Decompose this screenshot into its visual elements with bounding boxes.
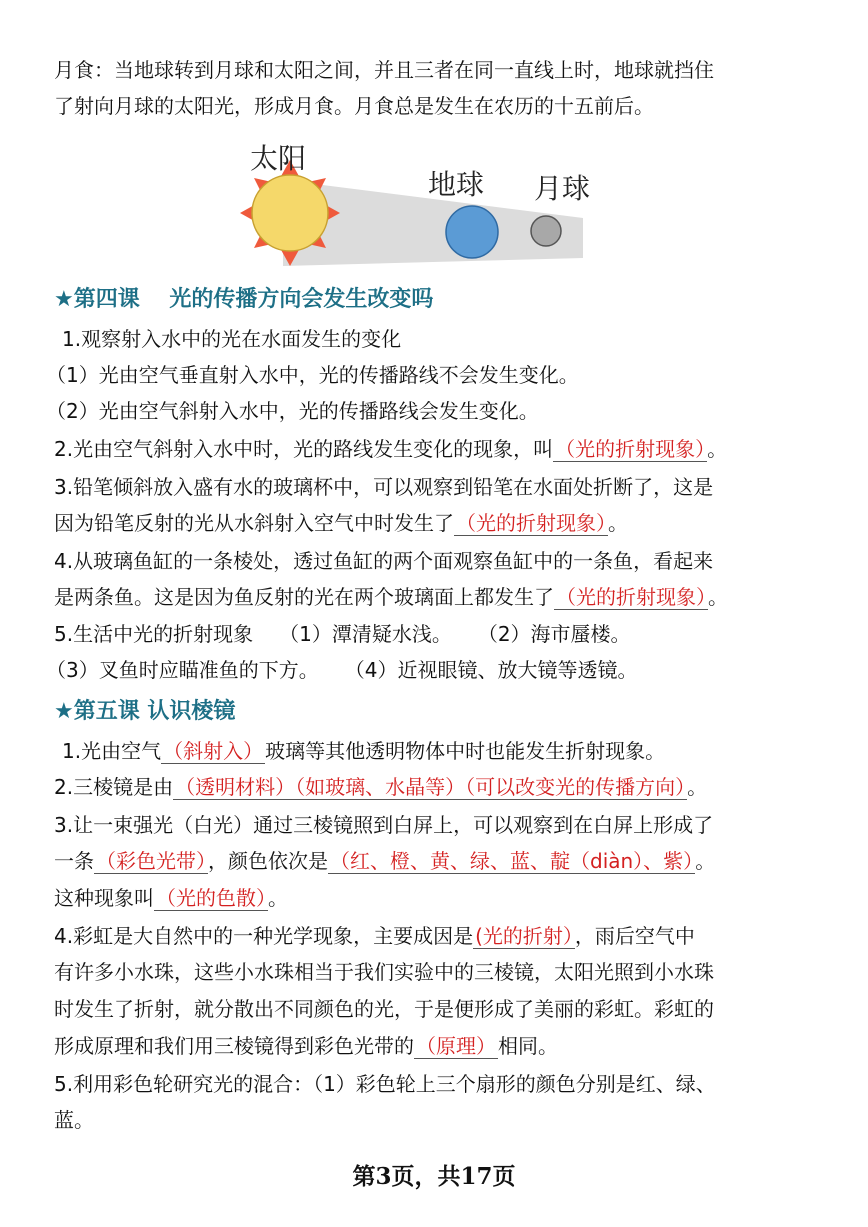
lesson5-q3-pre: 一条 (54, 849, 94, 873)
lesson4-q3-line2 (54, 509, 838, 537)
lesson5-q4-line4-end: 相同。 (498, 1034, 558, 1058)
lesson5-q3-answer3: （光的色散） (156, 886, 266, 910)
lesson4-q3-end: 。 (608, 511, 628, 535)
lesson5-heading: ★第五课 认识棱镜 (54, 699, 236, 724)
lesson4-q5 (54, 620, 838, 648)
sun (252, 175, 328, 251)
lesson5-q4-line2: 有许多小水珠，这些小水珠相当于我们实验中的三棱镜，太阳光照到小水珠 (54, 960, 714, 984)
lesson5-q4-line4 (54, 1032, 838, 1060)
lesson4-q5-d: （4）近视眼镜、放大镜等透镜。 (344, 658, 638, 682)
lesson4-q4-end: 。 (708, 585, 728, 609)
lesson4-q4-line1: 4.从玻璃鱼缸的一条棱处，透过鱼缸的两个面观察鱼缸中的一条鱼，看起来 (54, 549, 714, 573)
lesson4-q3-text: 因为铅笔反射的光从水斜射入空气中时发生了 (54, 511, 454, 535)
lesson5-q2-answer: （透明材料）（如玻璃、水晶等）（可以改变光的传播方向） (175, 775, 686, 799)
lesson4-q4-answer: （光的折射现象） (556, 585, 706, 609)
lesson4-q1: 1.观察射入水中的光在水面发生的变化 (62, 327, 402, 351)
moon (531, 216, 561, 246)
eclipse-diagram (228, 138, 598, 276)
lesson4-q3-line1: 3.铅笔倾斜放入盛有水的玻璃杯中，可以观察到铅笔在水面处折断了，这是 (54, 475, 714, 499)
lesson4-q1b: （2）光由空气斜射入水中，光的传播路线会发生变化。 (46, 399, 539, 423)
lesson5-q3-answer2: （红、橙、黄、绿、蓝、靛（diàn）、紫） (330, 849, 694, 873)
lesson5-q1 (62, 737, 838, 765)
lesson5-q2-end: 。 (687, 775, 708, 799)
lesson5-q4-rest: ，雨后空气中 (574, 924, 695, 948)
lesson4-q5-line2 (46, 656, 838, 684)
lesson4-q5-text: 5.生活中光的折射现象 (54, 622, 254, 646)
lesson4-q4-text: 是两条鱼。这是因为鱼反射的光在两个玻璃面上都发生了 (54, 585, 554, 609)
lesson4-q1a: （1）光由空气垂直射入水中，光的传播路线不会发生变化。 (46, 363, 579, 387)
lunar-eclipse-line-1: 月食：当地球转到月球和太阳之间，并且三者在同一直线上时，地球就挡住 (54, 58, 714, 82)
lesson5-q3-end2: 。 (268, 886, 288, 910)
lesson5-q1-answer: （斜射入） (163, 739, 264, 763)
lesson5-q2 (54, 773, 838, 801)
lesson5-q4-line4-pre: 形成原理和我们用三棱镜得到彩色光带的 (54, 1034, 414, 1058)
lesson4-heading: ★第四课 光的传播方向会发生改变吗 (54, 287, 434, 312)
lesson4-q2 (54, 435, 838, 463)
moon-label: 月球 (534, 172, 591, 205)
lesson5-q3-end: 。 (695, 849, 716, 873)
page-footer: 第3页，共17页 (352, 1163, 516, 1190)
lesson4-q3-answer: （光的折射现象） (456, 511, 606, 535)
lesson5-q5-line1: 5.利用彩色轮研究光的混合：（1）彩色轮上三个扇形的颜色分别是红、绿、 (54, 1072, 716, 1096)
lesson5-q3-pre2: 这种现象叫 (54, 886, 154, 910)
lesson5-q3-line1: 3.让一束强光（白光）通过三棱镜照到白屏上，可以观察到在白屏上形成了 (54, 813, 714, 837)
lunar-eclipse-line-2: 了射向月球的太阳光，形成月食。月食总是发生在农历的十五前后。 (54, 94, 654, 118)
lesson4-q2-text: 2.光由空气斜射入水中时，光的路线发生变化的现象，叫 (54, 437, 554, 461)
lesson5-q1-rest: 玻璃等其他透明物体中时也能发生折射现象。 (265, 739, 666, 763)
lesson4-q5-b: （2）海市蜃楼。 (477, 622, 631, 646)
lesson5-q3-answer1: （彩色光带） (96, 849, 206, 873)
lesson5-q3-mid: ，颜色依次是 (208, 849, 328, 873)
lesson5-q5-line2: 蓝。 (54, 1108, 94, 1132)
lesson4-q4-line2 (54, 583, 838, 611)
lesson5-q4-answer: (光的折射） (475, 924, 573, 948)
lesson4-q2-end: 。 (707, 437, 728, 461)
earth-label: 地球 (428, 168, 485, 201)
sun-label: 太阳 (250, 142, 307, 175)
lesson5-q3-line2 (54, 847, 838, 875)
lesson4-q2-answer: （光的折射现象） (555, 437, 706, 461)
lesson5-q4-answer2: （原理） (416, 1034, 496, 1058)
lesson4-q5-c: （3）叉鱼时应瞄准鱼的下方。 (46, 658, 319, 682)
lesson5-q1-text: 1.光由空气 (62, 739, 162, 763)
lesson4-q5-a: （1）潭清疑水浅。 (279, 622, 452, 646)
lesson5-q4-line1 (54, 922, 838, 950)
lesson5-q4-line3: 时发生了折射，就分散出不同颜色的光，于是便形成了美丽的彩虹。彩虹的 (54, 997, 714, 1021)
lesson5-q2-text: 2.三棱镜是由 (54, 775, 174, 799)
earth (446, 206, 498, 258)
lesson5-q4-text: 4.彩虹是大自然中的一种光学现象，主要成因是 (54, 924, 474, 948)
lesson5-q3-line3 (54, 884, 838, 912)
